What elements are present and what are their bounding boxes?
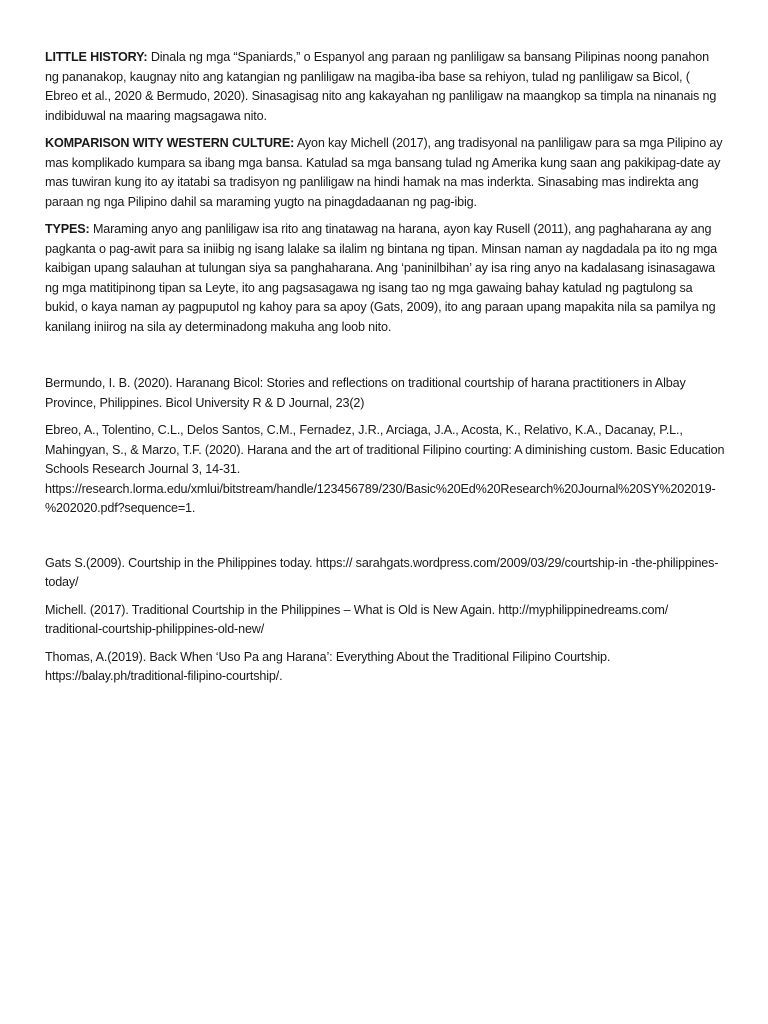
reference-entry: Ebreo, A., Tolentino, C.L., Delos Santos, C.M., Fernadez, J.R., Arciaga, J.A., Acosta, K., Relativo, K.A., Dacanay, P.L., Mahingyan, S., & Marzo, T.F. (2020). Harana and the art of traditional Filipino courting: A diminishing custom. Basic Education Schools Research Journal 3, 14-31. https://research.lorma.edu/xmlui/bitstream/handle/123456789/230/Basic%20Ed%20Research%20Journal%20SY%202019-%202020.pdf?sequence=1. [45, 423, 725, 515]
section-body: Dinala ng mga “Spaniards,” o Espanyol ang paraan ng panliligaw sa bansang Pilipinas noong panahon ng pananakop, kaugnay nito ang katangian ng panliligaw na magiba-iba base sa rehiyon, tulad ng panliligaw sa Bicol, ( Ebreo et al., 2020 & Bermudo, 2020). Sinasagisag nito ang kakayahan ng panliligaw na maangkop sa timpla na ninanais ng indibiduwal na maaring magsagawa nito. [45, 50, 717, 123]
section-body: Ayon kay Michell (2017), ang tradisyonal na panliligaw para sa mga Pilipino ay mas komplikado kumpara sa ibang mga bansa. Katulad sa mga bansang tulad ng Amerika kung saan ang pakikipag-date ay mas tuwiran kung ito ay itatabi sa tradisyon ng panliligaw na hindi hamak na mas inderkta. Sinasabing mas indirekta ang paraan ng nga Pilipino dahil sa maraming yugto na pinagdadaanan ng pag-ibig. [45, 136, 723, 209]
reference-entry: Michell. (2017). Traditional Courtship in the Philippines – What is Old is New Again. http://myphilippinedreams.com/ traditional-courtship-philippines-old-new/ [45, 602, 669, 636]
reference-entry: Bermundo, I. B. (2020). Haranang Bicol: Stories and reflections on traditional courtship of harana practitioners in Albay Province, Philippines. Bicol University R & D Journal, 23(2) [45, 376, 686, 410]
section-types [45, 220, 725, 337]
spacer [45, 345, 725, 374]
spacer [45, 527, 725, 554]
reference-entry: Gats S.(2009). Courtship in the Philippines today. https:// sarahgats.wordpress.com/2009/03/29/courtship-in -the-philippines-today/ [45, 555, 719, 589]
section-heading: TYPES: [45, 222, 90, 236]
section-body: Maraming anyo ang panliligaw isa rito ang tinatawag na harana, ayon kay Rusell (2011), ang paghaharana ay ang pagkanta o pag-awit para sa iniibig ng isang lalake sa ilalim ng bintana ng tipan. Minsan naman ay nagdadala pa ito ng mga kaibigan upang salauhan at tulungan siya sa panghaharana. Ang ‘paninilbihan’ ay isa ring anyo na kadalasang isinasagawa ng mga matitipinong tipan sa Leyte, ito ang pagsasagawa ng isang tao ng mga gawaing bahay katulad ng pagtulong sa bukid, o kaya naman ay pagpuputol ng kahoy para sa apoy (Gats, 2009), ito ang paraan upang mapakita nila sa pamilya ng kanilang iniirog na sila ay determinadong makuha ang loob nito. [45, 222, 718, 334]
section-heading: KOMPARISON WITY WESTERN CULTURE: [45, 136, 295, 150]
document-page [45, 48, 725, 695]
section-heading: LITTLE HISTORY: [45, 50, 148, 64]
section-little-history [45, 48, 725, 126]
reference-entry: Thomas, A.(2019). Back When ‘Uso Pa ang Harana’: Everything About the Traditional Filipino Courtship. https://balay.ph/traditional-filipino-courtship/. [45, 649, 611, 683]
section-komparison [45, 134, 725, 212]
